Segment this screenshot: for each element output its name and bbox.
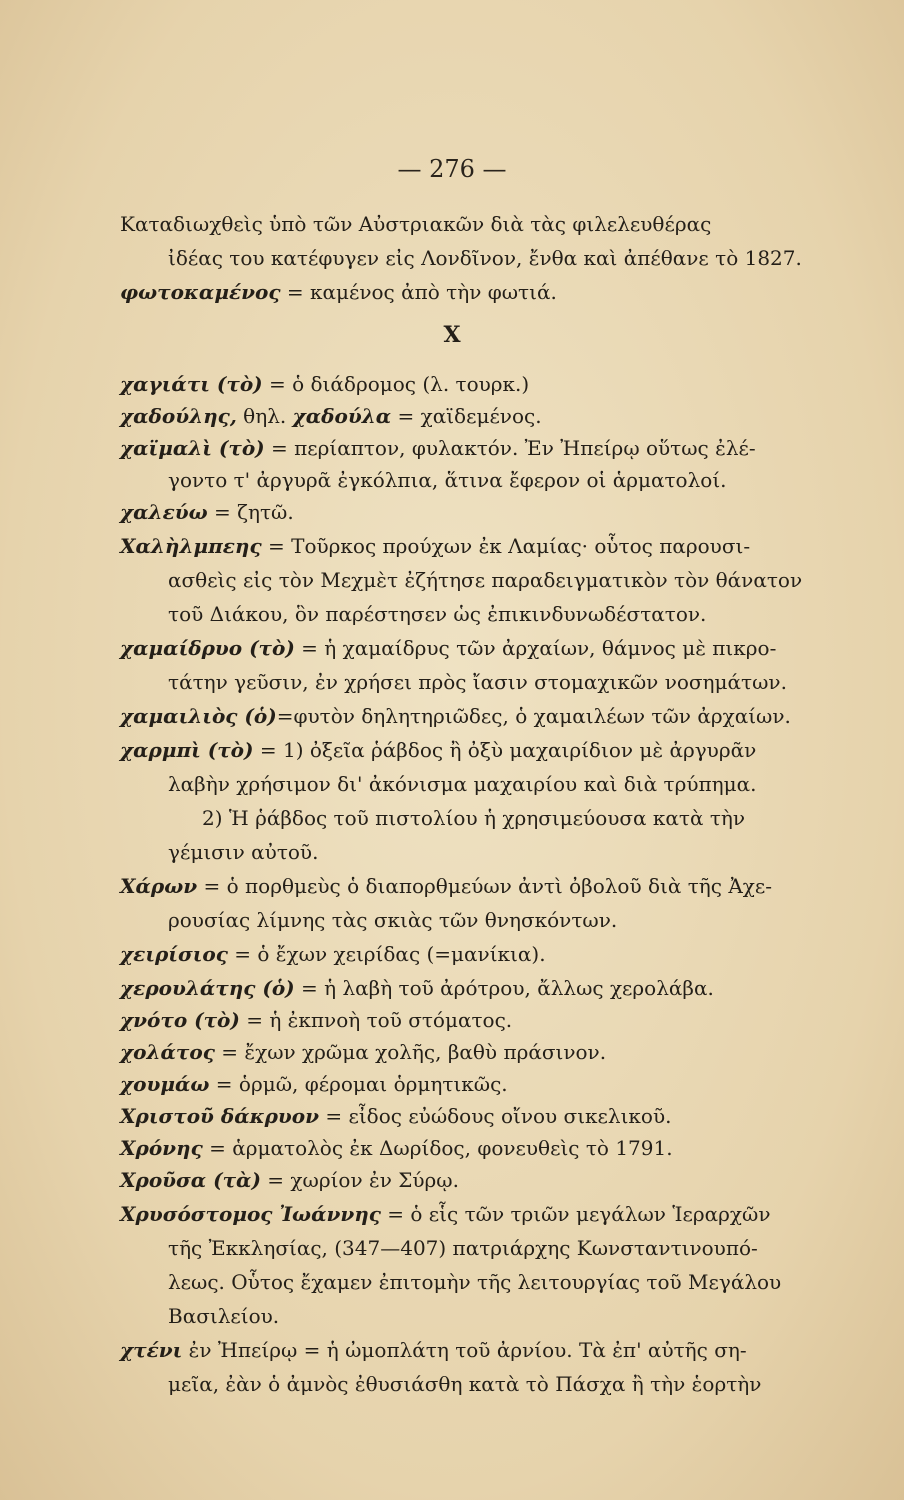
entry-definition: = χαϊδεμένος. <box>391 404 542 428</box>
text-line <box>168 1234 758 1262</box>
line-text: 2) Ἡ ῥάβδος τοῦ πιστολίου ἡ χρησιμεύουσα κατὰ τὴν <box>202 806 746 830</box>
text-line <box>168 1302 279 1330</box>
entry-line <box>120 370 529 398</box>
text-line <box>168 1268 781 1296</box>
entry-line <box>120 634 776 662</box>
entry-headword: χαγιάτι (τὸ) <box>120 372 263 396</box>
entry-headword: χαμαιλιὸς (ὁ) <box>120 704 277 728</box>
entry-headword: Χάρων <box>120 874 198 898</box>
line-text: λαβὴν χρήσιμον δι' ἀκόνισμα μαχαιρίου καὶ διὰ τρύπημα. <box>168 772 757 796</box>
entry-headword: χαμαίδρυο (τὸ) <box>120 636 295 660</box>
text-line <box>168 838 318 866</box>
entry-definition: = εἶδος εὐώδους οἴνου σικελικοῦ. <box>319 1104 672 1128</box>
entry-definition: = ἡ λαβὴ τοῦ ἀρότρου, ἄλλως χερολάβα. <box>294 976 714 1000</box>
entry-line <box>120 702 791 730</box>
entry-line <box>120 1134 673 1162</box>
text-line <box>120 210 711 238</box>
entry-line <box>120 1200 770 1228</box>
entry-headword: χαδούλα <box>292 404 392 428</box>
entry-line <box>120 1070 508 1098</box>
entry-line <box>120 434 756 462</box>
entry-definition: = ὁρμῶ, φέρομαι ὁρμητικῶς. <box>209 1072 508 1096</box>
text-line <box>168 668 787 696</box>
entry-definition: = ἡ χαμαίδρυς τῶν ἀρχαίων, θάμνος μὲ πικρο- <box>294 636 777 660</box>
line-text: τοῦ Διάκου, ὃν παρέστησεν ὡς ἐπικινδυνωδέστατον. <box>168 602 707 626</box>
entry-headword: χουμάω <box>120 1072 210 1096</box>
entry-headword: χερουλάτης (ὁ) <box>120 976 295 1000</box>
entry-line <box>120 1006 512 1034</box>
entry-definition: ἐν Ἠπείρῳ = ἡ ὠμοπλάτη τοῦ ἀρνίου. Τὰ ἐπ' αὐτῆς ση- <box>182 1338 747 1362</box>
entry-headword: φωτοκαμένος <box>120 280 281 304</box>
entry-headword: Χρόνης <box>120 1136 203 1160</box>
entry-definition: = ὁ διάδρομος (λ. τουρκ.) <box>262 372 530 396</box>
section-letter-heading: X <box>443 322 461 348</box>
entry-definition: = χωρίον ἐν Σύρῳ. <box>260 1168 459 1192</box>
text-line <box>168 770 757 798</box>
entry-definition: = ἡ ἐκπνοὴ τοῦ στόματος. <box>239 1008 513 1032</box>
entry-line <box>120 1336 747 1364</box>
entry-headword: Χρυσόστομος Ἰωάννης <box>120 1202 381 1226</box>
entry-headword: Χροῦσα (τὰ) <box>120 1168 261 1192</box>
entry-line <box>120 872 772 900</box>
entry-definition: = ὁ εἷς τῶν τριῶν μεγάλων Ἱεραρχῶν <box>380 1202 771 1226</box>
text-line <box>168 1370 761 1398</box>
line-text: Καταδιωχθεὶς ὑπὸ τῶν Αὐστριακῶν διὰ τὰς φιλελευθέρας <box>120 212 712 236</box>
entry-definition: = περίαπτον, φυλακτόν. Ἐν Ἠπείρῳ οὕτως ἐλέ- <box>264 436 756 460</box>
entry-definition: = ἁρματολὸς ἐκ Δωρίδος, φονευθεὶς τὸ 1791. <box>202 1136 673 1160</box>
line-text: ρουσίας λίμνης τὰς σκιὰς τῶν θνησκόντων. <box>168 908 618 932</box>
entry-line <box>120 402 542 430</box>
entry-definition: = Τοῦρκος προύχων ἐκ Λαμίας· οὗτος παρουσι- <box>261 534 751 558</box>
text-line <box>168 466 727 494</box>
entry-definition: =φυτὸν δηλητηριῶδες, ὁ χαμαιλέων τῶν ἀρχαίων. <box>276 704 791 728</box>
text-line <box>168 566 802 594</box>
text-line <box>168 906 617 934</box>
entry-definition: = ἔχων χρῶμα χολῆς, βαθὺ πράσινον. <box>214 1040 607 1064</box>
entry-line <box>120 498 294 526</box>
entry-line <box>120 1038 606 1066</box>
entry-definition: = 1) ὀξεῖα ῥάβδος ἢ ὀξὺ μαχαιρίδιον μὲ ἀργυρᾶν <box>253 738 757 762</box>
entry-definition: = ζητῶ. <box>207 500 294 524</box>
text-line <box>168 600 706 628</box>
entry-headword: χολάτος <box>120 1040 215 1064</box>
entry-line <box>120 1102 671 1130</box>
text-line <box>168 244 802 272</box>
entry-definition: θηλ. <box>236 404 293 428</box>
entry-headword: Χριστοῦ δάκρυον <box>120 1104 319 1128</box>
line-text: Βασιλείου. <box>168 1304 280 1328</box>
entry-headword: χειρίσιος <box>120 942 228 966</box>
entry-definition: = ὁ πορθμεὺς ὁ διαπορθμεύων ἀντὶ ὀβολοῦ διὰ τῆς Ἀχε- <box>197 874 773 898</box>
entry-line <box>120 940 546 968</box>
line-text: τάτην γεῦσιν, ἐν χρήσει πρὸς ἴασιν στομαχικῶν νοσημάτων. <box>168 670 787 694</box>
entry-headword: χαϊμαλὶ (τὸ) <box>120 436 265 460</box>
entry-line <box>120 532 750 560</box>
entry-headword: χαδούλης, <box>120 404 237 428</box>
entry-definition: = καμένος ἀπὸ τὴν φωτιά. <box>280 280 557 304</box>
line-text: μεῖα, ἐὰν ὁ ἀμνὸς ἐθυσιάσθη κατὰ τὸ Πάσχα ἢ τὴν ἑορτὴν <box>168 1372 762 1396</box>
entry-headword: χαρμπὶ (τὸ) <box>120 738 254 762</box>
entry-headword: Χαλὴλμπεης <box>120 534 262 558</box>
entry-line <box>120 736 756 764</box>
entry-line <box>120 974 714 1002</box>
line-text: ασθεὶς εἰς τὸν Μεχμὲτ ἐζήτησε παραδειγματικὸν τὸν θάνατον <box>168 568 803 592</box>
line-text: γοντο τ' ἀργυρᾶ ἐγκόλπια, ἅτινα ἔφερον οἱ ἁρματολοί. <box>168 468 727 492</box>
line-text: ἰδέας του κατέφυγεν εἰς Λονδῖνον, ἔνθα καὶ ἀπέθανε τὸ 1827. <box>168 246 802 270</box>
line-text: γέμισιν αὐτοῦ. <box>168 840 319 864</box>
line-text: τῆς Ἐκκλησίας, (347—407) πατριάρχης Κωνσταντινουπό- <box>168 1236 758 1260</box>
entry-headword: χτένι <box>120 1338 183 1362</box>
entry-headword: χνότο (τὸ) <box>120 1008 240 1032</box>
entry-line <box>120 278 557 306</box>
page-number: — 276 — <box>397 155 507 183</box>
line-text: λεως. Οὗτος ἔχαμεν ἐπιτομὴν τῆς λειτουργίας τοῦ Μεγάλου <box>168 1270 782 1294</box>
entry-definition: = ὁ ἔχων χειρίδας (=μανίκια). <box>227 942 546 966</box>
entry-headword: χαλεύω <box>120 500 208 524</box>
text-line <box>202 804 745 832</box>
entry-line <box>120 1166 459 1194</box>
